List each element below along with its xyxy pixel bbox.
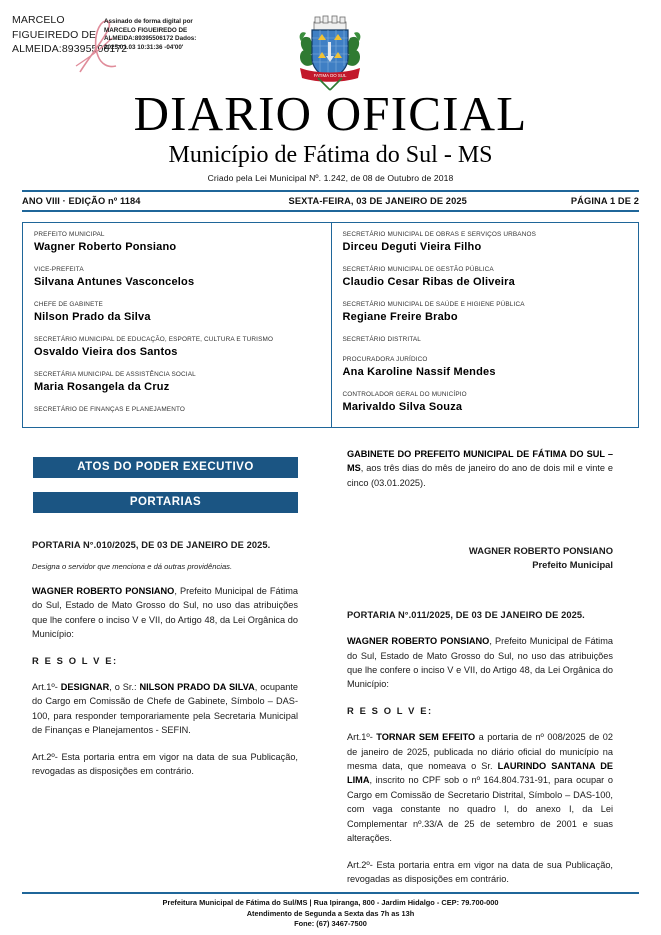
- edition-page: PÁGINA 1 DE 2: [570, 196, 639, 206]
- official-name: Nilson Prado da Silva: [34, 311, 151, 323]
- portaria-011-art2: Art.2º- Esta portaria entra em vigor na data de sua Publicação, revogadas as disposições em contrário.: [347, 859, 613, 884]
- portaria-010-art1-person: NILSON PRADO DA SILVA: [139, 682, 255, 693]
- portaria-011-preamble-name: WAGNER ROBERTO PONSIANO: [347, 636, 490, 647]
- official-entry: [343, 265, 629, 289]
- officials-column-left: [23, 223, 331, 427]
- portaria-011-heading: PORTARIA N°.011/2025, DE 03 DE JANEIRO DE 2025.: [347, 610, 585, 621]
- official-role: CONTROLADOR GERAL DO MUNICÍPIO: [342, 391, 467, 398]
- portaria-011-preamble-text: , Prefeito Municipal de Fátima do Sul, Estado de Mato Grosso do Sul, no uso das atribuições que lhe confere o inciso V e VII, do Artigo 48, da Lei Orgânica do Município:: [347, 636, 613, 690]
- official-entry: [34, 230, 321, 254]
- official-name: Ana Karoline Nassif Mendes: [342, 366, 496, 378]
- official-entry: [343, 300, 629, 324]
- official-entry: [343, 390, 629, 414]
- mayor-signature-block: [347, 544, 613, 571]
- official-entry: [34, 405, 321, 414]
- official-entry: [34, 300, 321, 324]
- official-role: SECRETÁRIA MUNICIPAL DE ASSISTÊNCIA SOCIAL: [34, 371, 196, 378]
- portaria-010-preamble-text: , Prefeito Municipal de Fátima do Sul, Estado de Mato Grosso do Sul, no uso das atribuições que lhe confere o inciso V e VII, do Artigo 48, da Lei Orgânica do Município:: [32, 586, 298, 640]
- portaria-010-preamble-name: WAGNER ROBERTO PONSIANO: [32, 586, 175, 596]
- page-footer: [22, 892, 639, 930]
- official-entry: [34, 335, 321, 359]
- masthead-law-line: Criado pela Lei Municipal Nº. 1.242, de 08 de Outubro de 2018: [207, 173, 454, 183]
- portaria-011-art1-mid: a portaria de nº 008/2025 de 02 de janeiro de 2025, publicada no diário oficial do município na mesma data, que nomeava o Sr.: [347, 732, 613, 772]
- portaria-010-ementa-block: [32, 561, 298, 572]
- portaria-011-heading-block: [347, 609, 613, 622]
- section-spacer: [347, 583, 613, 597]
- edition-date: SEXTA-FEIRA, 03 DE JANEIRO DE 2025: [288, 196, 467, 206]
- portaria-010-art1-mid: , o Sr.:: [109, 682, 140, 693]
- portaria-010-art1: [32, 680, 298, 738]
- official-name: Osvaldo Vieira dos Santos: [34, 346, 178, 358]
- official-role: CHEFE DE GABINETE: [34, 301, 103, 308]
- signature-detail: Assinado de forma digital por MARCELO FIGUEIREDO DE ALMEIDA:89395506172 Dados: 2025.01.03 10:31:36 -04'00': [104, 18, 197, 51]
- portaria-011-art1: [347, 730, 613, 845]
- officials-table: [22, 222, 639, 428]
- content-column-left: [32, 447, 298, 790]
- portaria-010-art1-action: DESIGNAR: [60, 682, 110, 693]
- portaria-010-resolve: R E S O L V E:: [32, 654, 118, 666]
- coat-of-arms-emblem: [296, 8, 364, 92]
- masthead-subtitle: Município de Fátima do Sul - MS: [168, 142, 493, 168]
- official-name: Silvana Antunes Vasconcelos: [34, 276, 195, 288]
- portaria-010-resolve-block: [32, 654, 298, 668]
- page-title: DIARIO OFICIAL: [133, 86, 528, 141]
- portaria-010-heading-block: [32, 539, 298, 552]
- edition-year: ANO VIII · EDIÇÃO nº 1184: [22, 196, 141, 206]
- official-role: SECRETÁRIO DISTRITAL: [342, 336, 422, 343]
- official-entry: [343, 230, 629, 254]
- portaria-010-art1-prefix: Art.1º-: [32, 682, 61, 693]
- portaria-010-ementa: Designa o servidor que menciona e dá outras providências.: [32, 562, 233, 571]
- official-name: Marivaldo Silva Souza: [342, 401, 463, 413]
- digital-signature-stamp: [12, 10, 217, 82]
- portaria-011-art1-person: LAURINDO SANTANA DE LIMA: [347, 761, 613, 786]
- portaria-011-art1-rest: , inscrito no CPF sob o nº 164.804.731-91, para ocupar o Cargo em Comissão de Secretario Distrital, Símbolo – DAS-100, com vaga constante no quadro I, do anexo I, da Lei Complementar nº.33/A de 25 de setembro de 2001 e suas alterações.: [347, 775, 613, 844]
- signature-spacer: [347, 502, 613, 532]
- official-entry: [34, 370, 321, 394]
- portaria-010-art2: Art.2º- Esta portaria entra em vigor na data de sua Publicação, revogadas as disposições em contrário.: [32, 751, 298, 777]
- mayor-signature-title: Prefeito Municipal: [532, 558, 613, 570]
- official-role: PREFEITO MUNICIPAL: [34, 231, 105, 238]
- gabinete-paragraph: [347, 447, 613, 490]
- official-role: SECRETÁRIO MUNICIPAL DE EDUCAÇÃO, ESPORTE, CULTURA E TURISMO: [34, 336, 274, 343]
- edition-bar: [22, 190, 639, 212]
- official-entry: [343, 335, 629, 344]
- section-banner-portarias: PORTARIAS: [33, 492, 298, 513]
- signature-name: MARCELO FIGUEIREDO DE ALMEIDA:89395506172: [12, 14, 128, 55]
- gabinete-bold: GABINETE DO PREFEITO MUNICIPAL DE FÁTIMA DO SUL – MS: [347, 449, 613, 474]
- official-name: Wagner Roberto Ponsiano: [34, 241, 177, 253]
- portaria-011-art1-action: TORNAR SEM EFEITO: [376, 732, 476, 743]
- official-name: Maria Rosangela da Cruz: [34, 381, 170, 393]
- portaria-011-resolve-block: [347, 704, 613, 718]
- official-entry: [343, 355, 629, 379]
- official-name: Claudio Cesar Ribas de Oliveira: [342, 276, 515, 288]
- official-entry: [34, 265, 321, 289]
- official-name: Dirceu Deguti Vieira Filho: [342, 241, 482, 253]
- portaria-010-heading: PORTARIA N°.010/2025, DE 03 DE JANEIRO DE 2025.: [32, 540, 271, 550]
- mayor-signature-name: WAGNER ROBERTO PONSIANO: [468, 545, 613, 557]
- section-banner-atos-do-poder-executivo: ATOS DO PODER EXECUTIVO: [33, 457, 298, 478]
- official-role: SECRETÁRIO MUNICIPAL DE GESTÃO PÚBLICA: [342, 266, 494, 273]
- content-column-right: [347, 447, 613, 898]
- portaria-010-preamble: [32, 584, 298, 642]
- officials-column-right: [331, 223, 639, 427]
- official-name: Regiane Freire Brabo: [342, 311, 458, 323]
- portaria-010-art1-rest: , ocupante do Cargo em Comissão de Chefe de Gabinete, Símbolo – DAS-100, para responder temporariamente pela Secretaria Municipal de Finanças e Planejamentos - SEFIN.: [32, 682, 298, 736]
- official-role: VICE-PREFEITA: [34, 266, 84, 273]
- svg-text:FATIMA DO SUL: FATIMA DO SUL: [313, 73, 347, 78]
- footer-hours: Atendimento de Segunda a Sexta das 7h as 13h: [246, 908, 415, 918]
- official-role: SECRETÁRIO MUNICIPAL DE SAÚDE E HIGIENE PÚBLICA: [342, 301, 525, 308]
- portaria-011-resolve: R E S O L V E:: [347, 704, 433, 716]
- footer-phone: Fone: (67) 3467-7500: [294, 919, 367, 929]
- gabinete-rest: , aos três dias do mês de janeiro do ano de dois mil e vinte e cinco (03.01.2025).: [347, 463, 613, 488]
- portaria-011-preamble: [347, 634, 613, 692]
- masthead: [0, 88, 661, 184]
- official-role: SECRETÁRIO MUNICIPAL DE OBRAS E SERVIÇOS URBANOS: [342, 231, 537, 238]
- footer-address: Prefeitura Municipal de Fátima do Sul/MS | Rua Ipiranga, 800 - Jardim Hidalgo - CEP: 79.700-000: [162, 898, 499, 907]
- official-role: SECRETÁRIO DE FINANÇAS E PLANEJAMENTO: [34, 406, 186, 413]
- official-role: PROCURADORA JURÍDICO: [342, 356, 428, 363]
- portaria-011-art1-prefix: Art.1º-: [347, 732, 377, 743]
